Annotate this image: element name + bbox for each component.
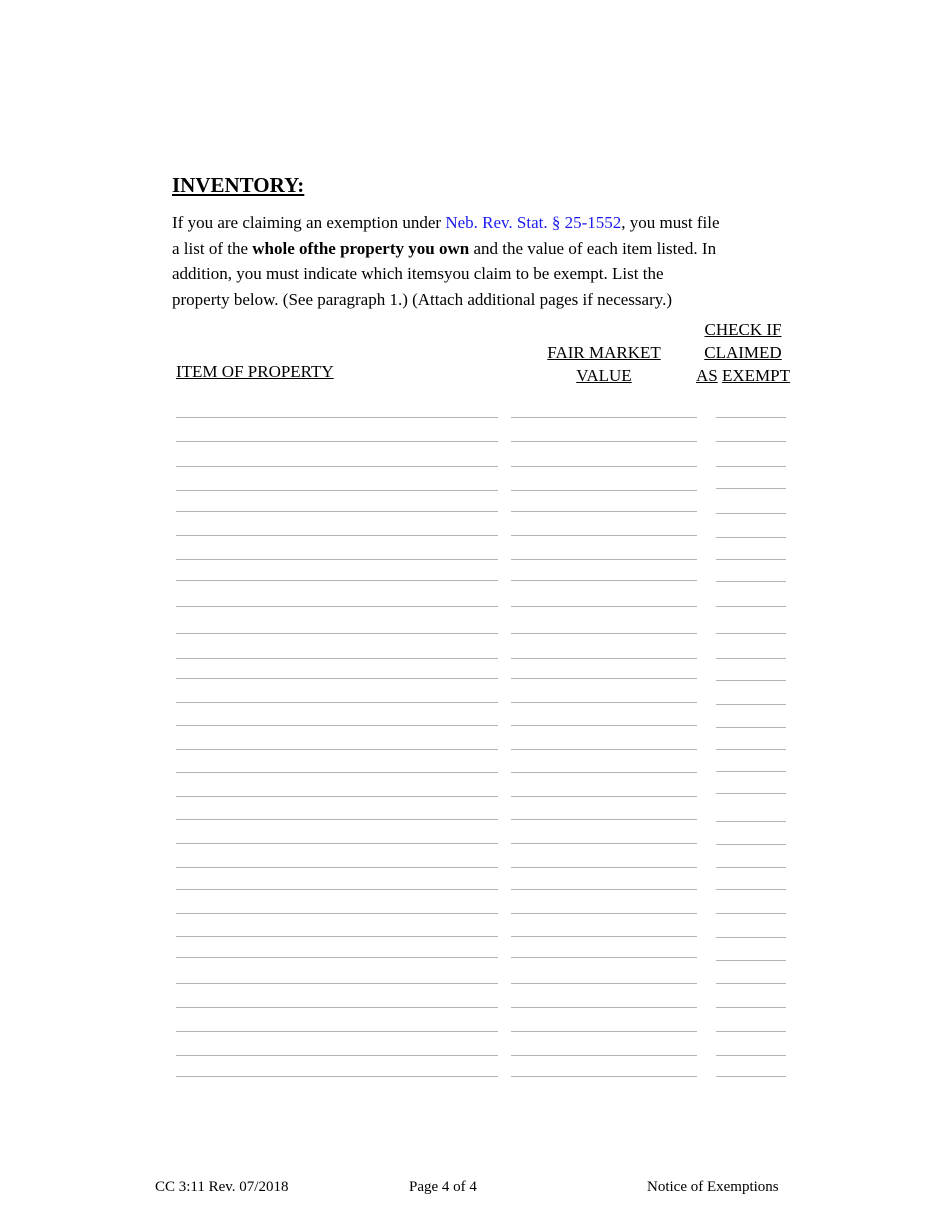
exempt-check-line[interactable] (716, 867, 786, 868)
value-entry-line[interactable] (511, 867, 697, 868)
value-entry-line[interactable] (511, 772, 697, 773)
value-entry-line[interactable] (511, 913, 697, 914)
item-entry-line[interactable] (176, 580, 498, 581)
item-entry-line[interactable] (176, 490, 498, 491)
item-entry-line[interactable] (176, 559, 498, 560)
emphasis-text: whole ofthe property you own (252, 238, 470, 258)
item-entry-line[interactable] (176, 957, 498, 958)
value-entry-line[interactable] (511, 983, 697, 984)
value-entry-line[interactable] (511, 1076, 697, 1077)
exempt-check-line[interactable] (716, 488, 786, 489)
exempt-check-line[interactable] (716, 633, 786, 634)
exempt-check-line[interactable] (716, 559, 786, 560)
column-header-fair-market-value: FAIR MARKET VALUE (547, 343, 661, 385)
value-entry-line[interactable] (511, 559, 697, 560)
item-entry-line[interactable] (176, 678, 498, 679)
value-entry-line[interactable] (511, 725, 697, 726)
value-entry-line[interactable] (511, 889, 697, 890)
value-entry-line[interactable] (511, 749, 697, 750)
value-entry-line[interactable] (511, 511, 697, 512)
value-entry-line[interactable] (511, 957, 697, 958)
statute-link[interactable]: Neb. Rev. Stat. § 25-1552 (445, 213, 622, 232)
exempt-check-line[interactable] (716, 1007, 786, 1008)
instructions-line-2: a list of the whole ofthe property you own and the value of each item listed. In (172, 238, 717, 258)
value-entry-line[interactable] (511, 678, 697, 679)
instructions-line-4: property below. (See paragraph 1.) (Attach additional pages if necessary.) (172, 289, 673, 309)
value-entry-line[interactable] (511, 580, 697, 581)
value-entry-line[interactable] (511, 417, 697, 418)
footer-page-number: Page 4 of 4 (409, 1179, 477, 1195)
item-entry-line[interactable] (176, 1007, 498, 1008)
exempt-check-line[interactable] (716, 581, 786, 582)
value-entry-line[interactable] (511, 936, 697, 937)
item-entry-line[interactable] (176, 936, 498, 937)
value-entry-line[interactable] (511, 819, 697, 820)
exempt-check-line[interactable] (716, 466, 786, 467)
column-header-item: ITEM OF PROPERTY (176, 362, 334, 381)
exempt-check-line[interactable] (716, 537, 786, 538)
value-entry-line[interactable] (511, 1007, 697, 1008)
exempt-check-line[interactable] (716, 937, 786, 938)
column-header-claimed-exempt: CHECK IF CLAIMED AS EXEMPT (696, 320, 790, 385)
instructions-line-1: If you are claiming an exemption under Neb. Rev. Stat. § 25-1552, you must file (172, 213, 720, 232)
item-entry-line[interactable] (176, 796, 498, 797)
item-entry-line[interactable] (176, 889, 498, 890)
exempt-check-line[interactable] (716, 606, 786, 607)
item-entry-line[interactable] (176, 535, 498, 536)
exempt-check-line[interactable] (716, 680, 786, 681)
value-entry-line[interactable] (511, 796, 697, 797)
item-entry-line[interactable] (176, 1055, 498, 1056)
exempt-check-line[interactable] (716, 960, 786, 961)
value-entry-line[interactable] (511, 1031, 697, 1032)
item-entry-line[interactable] (176, 441, 498, 442)
value-entry-line[interactable] (511, 633, 697, 634)
instructions-paragraph (172, 210, 782, 312)
item-entry-line[interactable] (176, 702, 498, 703)
instructions-line-3: addition, you must indicate which itemsyou claim to be exempt. List the (172, 264, 664, 283)
exempt-check-line[interactable] (716, 889, 786, 890)
item-entry-line[interactable] (176, 606, 498, 607)
value-entry-line[interactable] (511, 441, 697, 442)
item-entry-line[interactable] (176, 983, 498, 984)
exempt-check-line[interactable] (716, 417, 786, 418)
item-entry-line[interactable] (176, 417, 498, 418)
item-entry-line[interactable] (176, 1076, 498, 1077)
value-entry-line[interactable] (511, 606, 697, 607)
item-entry-line[interactable] (176, 1031, 498, 1032)
value-entry-line[interactable] (511, 843, 697, 844)
value-entry-line[interactable] (511, 466, 697, 467)
exempt-check-line[interactable] (716, 983, 786, 984)
exempt-check-line[interactable] (716, 749, 786, 750)
value-entry-line[interactable] (511, 658, 697, 659)
exempt-check-line[interactable] (716, 821, 786, 822)
value-entry-line[interactable] (511, 535, 697, 536)
exempt-check-line[interactable] (716, 1055, 786, 1056)
exempt-check-line[interactable] (716, 704, 786, 705)
item-entry-line[interactable] (176, 725, 498, 726)
section-title: INVENTORY: (172, 173, 305, 197)
exempt-check-line[interactable] (716, 1031, 786, 1032)
exempt-check-line[interactable] (716, 658, 786, 659)
item-entry-line[interactable] (176, 633, 498, 634)
item-entry-line[interactable] (176, 913, 498, 914)
item-entry-line[interactable] (176, 466, 498, 467)
value-entry-line[interactable] (511, 1055, 697, 1056)
item-entry-line[interactable] (176, 511, 498, 512)
item-entry-line[interactable] (176, 772, 498, 773)
exempt-check-line[interactable] (716, 513, 786, 514)
exempt-check-line[interactable] (716, 793, 786, 794)
footer-document-title: Notice of Exemptions (647, 1179, 779, 1195)
exempt-check-line[interactable] (716, 771, 786, 772)
value-entry-line[interactable] (511, 490, 697, 491)
item-entry-line[interactable] (176, 867, 498, 868)
item-entry-line[interactable] (176, 819, 498, 820)
value-entry-line[interactable] (511, 702, 697, 703)
item-entry-line[interactable] (176, 843, 498, 844)
exempt-check-line[interactable] (716, 913, 786, 914)
exempt-check-line[interactable] (716, 727, 786, 728)
item-entry-line[interactable] (176, 658, 498, 659)
exempt-check-line[interactable] (716, 1076, 786, 1077)
exempt-check-line[interactable] (716, 441, 786, 442)
footer-form-id: CC 3:11 Rev. 07/2018 (155, 1179, 289, 1195)
item-entry-line[interactable] (176, 749, 498, 750)
exempt-check-line[interactable] (716, 844, 786, 845)
